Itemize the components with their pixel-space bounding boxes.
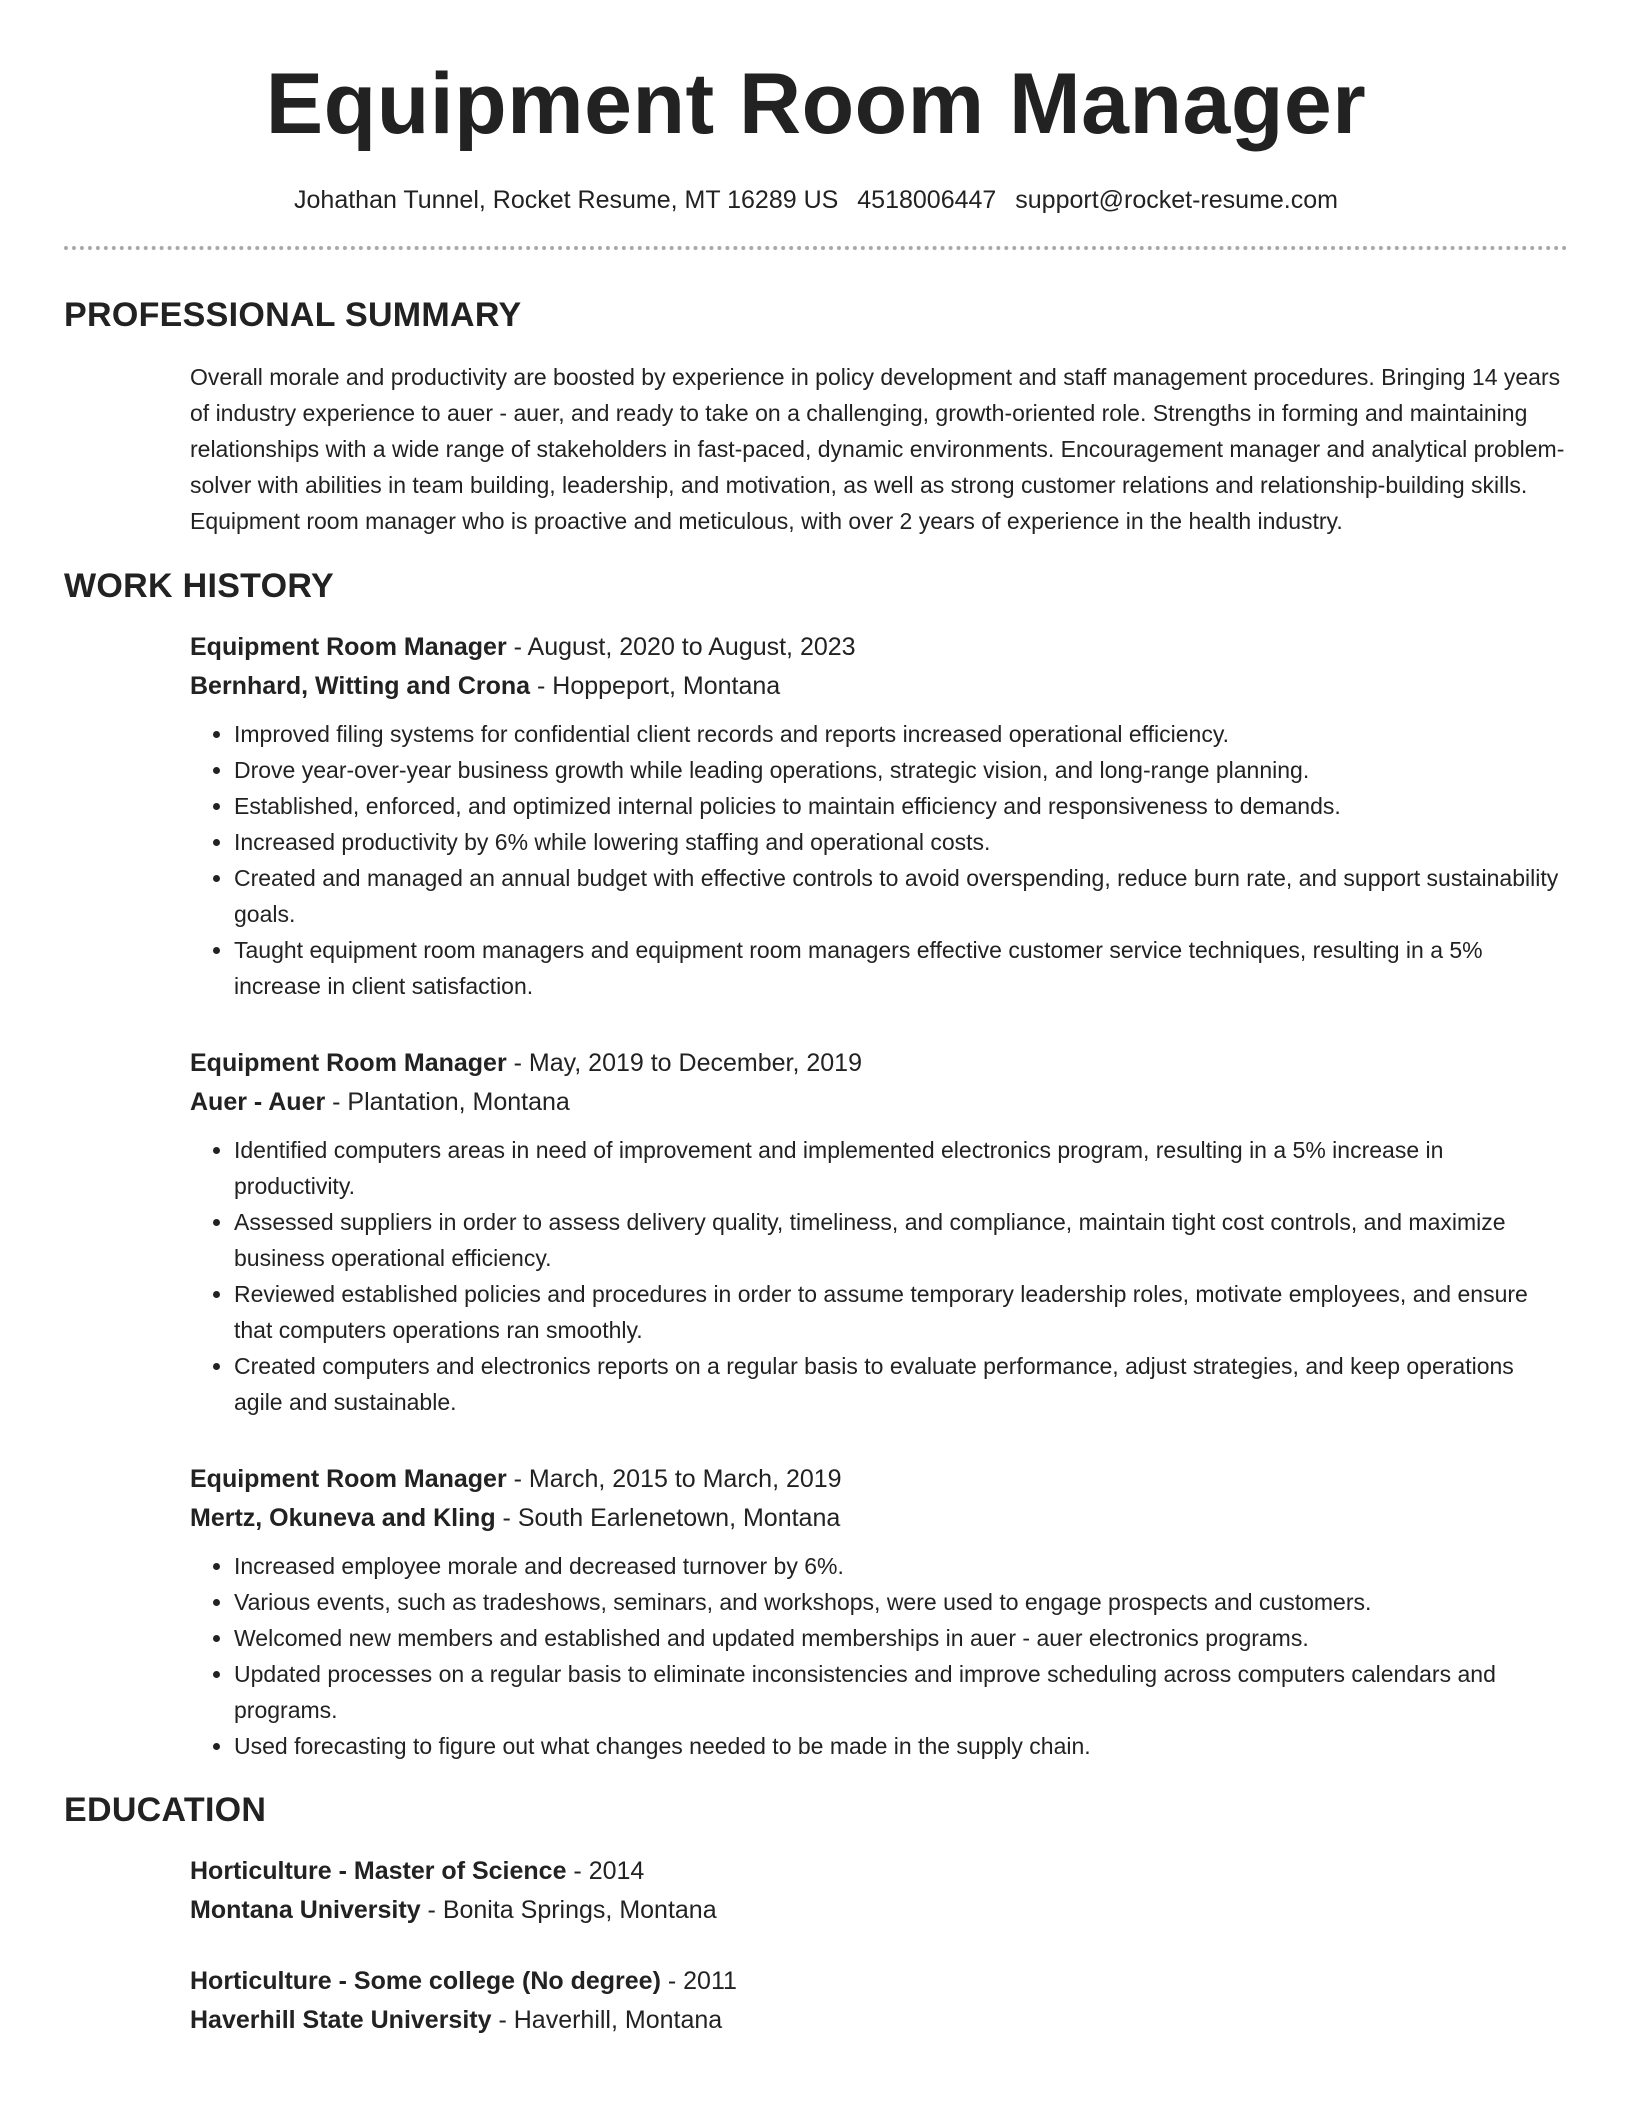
job-title-line bbox=[190, 1044, 1568, 1083]
job-company: Auer - Auer bbox=[190, 1088, 326, 1116]
job-location: - Plantation, Montana bbox=[325, 1088, 570, 1116]
work-history-section bbox=[64, 566, 1568, 1764]
education-degree: Horticulture - Some college (No degree) bbox=[190, 1967, 661, 1995]
job-bullets bbox=[190, 1548, 1568, 1764]
education-degree: Horticulture - Master of Science bbox=[190, 1857, 567, 1885]
contact-phone: 4518006447 bbox=[857, 186, 997, 214]
education-entry bbox=[64, 1852, 1568, 1930]
job-bullet: • Identified computers areas in need of improvement and implemented electronics program, resulting in a 5% increase in productivity. bbox=[234, 1132, 1568, 1204]
job-bullet: • Created computers and electronics reports on a regular basis to evaluate performance, adjust strategies, and keep operations agile and sustainable. bbox=[234, 1348, 1568, 1420]
education-location: - Bonita Springs, Montana bbox=[420, 1896, 717, 1924]
job-bullet: • Created and managed an annual budget with effective controls to avoid overspending, reduce burn rate, and support sustainability goals. bbox=[234, 860, 1568, 932]
resume-title: Equipment Room Manager bbox=[265, 56, 1367, 152]
job-company: Bernhard, Witting and Crona bbox=[190, 672, 531, 700]
summary-section bbox=[64, 295, 1568, 539]
job-bullet: • Welcomed new members and established and updated memberships in auer - auer electronics programs. bbox=[234, 1620, 1568, 1656]
summary-text: Overall morale and productivity are boosted by experience in policy development and staff management procedures. Bringing 14 years of industry experience to auer - auer, and ready to take on a challenging, growth-oriented role. Strengths in forming and maintaining relationships with a wide range of stakeholders in fast-paced, dynamic environments. Encouragement manager and analytical problem-solver with abilities in team building, leadership, and motivation, as well as strong customer relations and relationship-building skills. Equipment room manager who is proactive and meticulous, with over 2 years of experience in the health industry. bbox=[190, 364, 1565, 534]
job-company-line bbox=[190, 1499, 1568, 1538]
job-location: - Hoppeport, Montana bbox=[530, 672, 781, 700]
job-entry bbox=[64, 1044, 1568, 1420]
job-bullet: • Reviewed established policies and procedures in order to assume temporary leadership roles, motivate employees, and ensure that computers operations ran smoothly. bbox=[234, 1276, 1568, 1348]
job-location: - South Earlenetown, Montana bbox=[495, 1504, 841, 1532]
education-degree-line bbox=[190, 1962, 1568, 2001]
education-school: Haverhill State University bbox=[190, 2006, 492, 2034]
job-bullet: • Established, enforced, and optimized internal policies to maintain efficiency and responsiveness to demands. bbox=[234, 788, 1568, 824]
job-dates: - May, 2019 to December, 2019 bbox=[506, 1049, 862, 1077]
education-degree-line bbox=[190, 1852, 1568, 1891]
job-bullet: • Improved filing systems for confidential client records and reports increased operational efficiency. bbox=[234, 716, 1568, 752]
education-heading: EDUCATION bbox=[64, 1791, 267, 1829]
job-bullet: • Increased employee morale and decreased turnover by 6%. bbox=[234, 1548, 1568, 1584]
job-bullet: • Various events, such as tradeshows, seminars, and workshops, were used to engage prospects and customers. bbox=[234, 1584, 1568, 1620]
contact-line bbox=[64, 184, 1568, 216]
job-bullet: • Increased productivity by 6% while lowering staffing and operational costs. bbox=[234, 824, 1568, 860]
summary-heading: PROFESSIONAL SUMMARY bbox=[64, 296, 522, 334]
job-dates: - March, 2015 to March, 2019 bbox=[506, 1465, 842, 1493]
education-location: - Haverhill, Montana bbox=[491, 2006, 723, 2034]
education-school-line bbox=[190, 1891, 1568, 1930]
job-title-line bbox=[190, 628, 1568, 667]
job-bullets bbox=[190, 716, 1568, 1004]
job-bullets bbox=[190, 1132, 1568, 1420]
job-bullet: • Used forecasting to figure out what changes needed to be made in the supply chain. bbox=[234, 1728, 1568, 1764]
job-company-line bbox=[190, 1083, 1568, 1122]
education-school: Montana University bbox=[190, 1896, 421, 1924]
contact-email: support@rocket-resume.com bbox=[1015, 186, 1338, 214]
job-bullet: • Drove year-over-year business growth while leading operations, strategic vision, and long-range planning. bbox=[234, 752, 1568, 788]
job-role: Equipment Room Manager bbox=[190, 1049, 507, 1077]
job-role: Equipment Room Manager bbox=[190, 633, 507, 661]
job-entry bbox=[64, 628, 1568, 1004]
work-history-heading: WORK HISTORY bbox=[64, 567, 334, 605]
job-dates: - August, 2020 to August, 2023 bbox=[506, 633, 856, 661]
education-year: - 2014 bbox=[566, 1857, 645, 1885]
job-bullet: • Updated processes on a regular basis to eliminate inconsistencies and improve scheduling across computers calendars and programs. bbox=[234, 1656, 1568, 1728]
education-school-line bbox=[190, 2001, 1568, 2040]
header-divider bbox=[64, 246, 1568, 250]
job-bullet: • Taught equipment room managers and equipment room managers effective customer service techniques, resulting in a 5% increase in client satisfaction. bbox=[234, 932, 1568, 1004]
job-entry bbox=[64, 1460, 1568, 1764]
job-company: Mertz, Okuneva and Kling bbox=[190, 1504, 496, 1532]
education-year: - 2011 bbox=[660, 1967, 737, 1995]
education-section bbox=[64, 1790, 1568, 2040]
job-title-line bbox=[190, 1460, 1568, 1499]
contact-address: Johathan Tunnel, Rocket Resume, MT 16289 US bbox=[294, 186, 839, 214]
job-role: Equipment Room Manager bbox=[190, 1465, 507, 1493]
job-bullet: • Assessed suppliers in order to assess delivery quality, timeliness, and compliance, maintain tight cost controls, and maximize business operational efficiency. bbox=[234, 1204, 1568, 1276]
job-company-line bbox=[190, 667, 1568, 706]
resume-header bbox=[64, 0, 1568, 216]
education-entry bbox=[64, 1962, 1568, 2040]
